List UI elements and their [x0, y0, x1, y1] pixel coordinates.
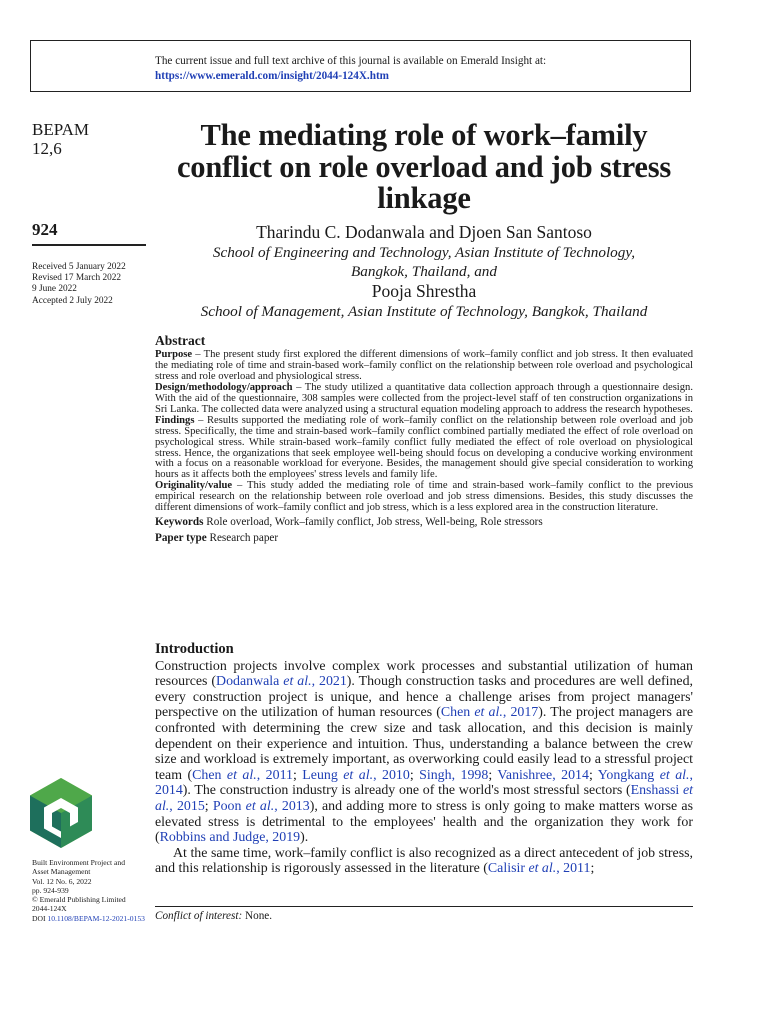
citation-link[interactable]: Leung [302, 767, 344, 783]
body-text: ; [588, 767, 598, 783]
keywords-text: Role overload, Work–family conflict, Job stress, Well-being, Role stressors [203, 516, 543, 529]
body-text: ; [488, 767, 498, 783]
citation-link[interactable]: et al. [283, 674, 312, 690]
journal-notice-box [30, 40, 691, 92]
abstract-section-label: Purpose [155, 348, 193, 360]
body-text: At the same time, work–family conflict is also recognized as a direct antecedent of job stress, and this relationship is rigorously assessed in the literature ( [155, 845, 693, 877]
abstract-section-text: – This study added the mediating role of time and strain-based work–family conflict to the previous empirical research on the relationship between role overload and job stress dimensions. Besides, this study discusses the different dimensions of work–family conflict and job stress, which is a less explored area in the construction literature. [155, 480, 693, 514]
footnote-label: Conflict of interest: [155, 910, 243, 922]
citation-link[interactable]: , 2017 [502, 705, 539, 721]
introduction-heading: Introduction [155, 641, 234, 657]
body-text: ; [590, 861, 595, 877]
citation-link[interactable]: Dodanwala [216, 674, 284, 690]
citation-link[interactable]: et al. [226, 767, 257, 783]
citation-link[interactable]: et al. [474, 705, 503, 721]
citation-link[interactable]: Poon [212, 798, 246, 814]
journal-volume: 12,6 [32, 139, 62, 158]
abstract-section [155, 481, 693, 514]
body-text: ; [204, 798, 213, 814]
paper-type-line [155, 531, 693, 546]
body-text: ). Though construction tasks and procedures are well defined, every construction project is unique, and hence a challenge arises from project managers' perspective on the utilization of human resources ( [155, 674, 693, 721]
body-text: ), and adding more to stress is only going to make matters worse as elevated stress is detrimental to the employees' health and the organization they work for ( [155, 798, 693, 846]
publication-info [32, 858, 145, 923]
body-text: ). The construction industry is already one of the world's most stressful sectors ( [182, 783, 631, 799]
author-names: Tharindu C. Dodanwala and Djoen San Santoso [256, 222, 592, 242]
pub-info-line: Vol. 12 No. 6, 2022 [32, 876, 92, 886]
abstract [155, 333, 693, 546]
article-title: The mediating role of work–family conflict on role overload and job stress linkage [176, 118, 672, 215]
doi-line [32, 914, 145, 923]
citation-link[interactable]: et al. [155, 783, 693, 814]
pub-info-line: pp. 924-939 [32, 885, 69, 895]
author-affiliation: School of Engineering and Technology, Asian Institute of Technology, [212, 244, 636, 261]
citation-link[interactable]: Robbins and Judge, 2019 [159, 830, 301, 846]
body-text: ). The project managers are confronted with determining the crew size and task allocation, and this decision is mainly dependent on their experience and intuition. Thus, understanding a balance between the crew size and workload is extremely important, as overworking could easily lead to a stressful project team ( [155, 705, 693, 783]
citation-link[interactable]: et al. [343, 767, 374, 783]
abstract-section-label: Findings [155, 414, 195, 426]
footnote-rule [155, 906, 693, 907]
abstract-section-label: Design/methodology/approach [155, 381, 293, 393]
citation-link[interactable]: et al. [659, 767, 690, 783]
citation-link[interactable]: et al. [528, 861, 557, 877]
citation-link[interactable]: Chen [440, 705, 475, 721]
received-date: Received 5 January 2022 [32, 262, 126, 272]
footnote-text: None. [242, 910, 273, 922]
abstract-sections [155, 350, 693, 514]
journal-abbreviation: BEPAM [32, 120, 90, 139]
submission-dates [32, 262, 126, 307]
abstract-section [155, 350, 693, 383]
pub-info-line: © Emerald Publishing Limited [32, 895, 126, 905]
author-names: Pooja Shrestha [371, 281, 477, 301]
citation-link[interactable]: , 2011 [556, 861, 591, 877]
abstract-section [155, 383, 693, 416]
abstract-section [155, 416, 693, 482]
pub-info-line: 2044-124X [32, 904, 67, 914]
body-paragraph [155, 659, 693, 846]
journal-logo-icon [30, 778, 92, 848]
page-number: 924 [32, 220, 58, 239]
citation-link[interactable]: , 2015 [169, 798, 205, 814]
citation-link[interactable]: Yongkang [597, 767, 660, 783]
citation-link[interactable]: et al. [245, 798, 275, 814]
citation-link[interactable]: Singh, 1998 [419, 767, 489, 783]
author-affiliation: School of Management, Asian Institute of Technology, Bangkok, Thailand [200, 303, 648, 320]
author-block [154, 222, 694, 321]
notice-text: The current issue and full text archive of this journal is available on Emerald Insight at: [155, 55, 547, 67]
revised-date-2: 9 June 2022 [32, 284, 77, 295]
body-text: ; [292, 767, 303, 783]
body-text: Construction projects involve complex work processes and substantial utilization of human resources ( [155, 658, 693, 690]
abstract-section-text: – Results supported the mediating role of work–family conflict on the relationship between role overload and job stress. Specifically, the time and strain-based work–family conflict combined partially mediated the effect of role overload on psychological stress. While strain-based work–family conflict fully mediated the effect of role overload on physiological stress. Hence, the organizations that seek employee well-being should focus on developing a conducive working environment with a focus on a reasonable workload for everyone. Besides, the management should give special consideration to working hours as it affects both the employees' stress levels and family life. [155, 414, 693, 481]
abstract-heading: Abstract [155, 333, 206, 348]
author-affiliation: Bangkok, Thailand, and [351, 263, 497, 280]
keywords-label: Keywords [155, 516, 204, 529]
doi-prefix: DOI [32, 913, 48, 923]
citation-link[interactable]: Chen [192, 767, 227, 783]
citation-link[interactable]: , 2021 [311, 674, 347, 690]
abstract-section-text: – The present study first explored the different dimensions of work–family conflict and job stress. It then evaluated the mediating role of time and strain-based work–family conflict on the relationship between role overload and psychological stress and role overload and physiological stress. [155, 348, 693, 382]
introduction-section [155, 642, 693, 877]
journal-url-link[interactable]: https://www.emerald.com/insight/2044-124X.htm [155, 70, 389, 82]
citation-link[interactable]: , 2010 [373, 767, 410, 783]
citation-link[interactable]: , 2014 [155, 767, 694, 799]
citation-link[interactable]: Vanishree, 2014 [497, 767, 589, 783]
pub-info-line: Asset Management [32, 867, 91, 877]
citation-link[interactable]: , 2013 [274, 798, 310, 814]
paper-type-text: Research paper [206, 532, 279, 545]
abstract-section-text: – The study utilized a quantitative data collection approach through a questionnaire design. With the aid of the questionnaire, 308 samples were collected from the project-level staff of ten construction organizations in Sri Lanka. The collected data were analyzed using a structural equation modeling approach to address the research hypotheses. [155, 381, 693, 415]
pub-info-line: Built Environment Project and [32, 858, 126, 867]
journal-notice [155, 54, 546, 84]
page-number-rule [32, 244, 146, 246]
citation-link[interactable]: , 2011 [256, 767, 293, 783]
body-paragraph [155, 846, 693, 877]
doi-link[interactable]: 10.1108/BEPAM-12-2021-0153 [47, 913, 145, 923]
journal-header [32, 120, 147, 158]
body-text: ; [409, 767, 420, 783]
body-text: ). [300, 830, 309, 846]
paper-type-label: Paper type [155, 532, 207, 545]
keywords-line [155, 515, 693, 530]
abstract-section-label: Originality/value [155, 480, 233, 492]
citation-link[interactable]: Enshassi [630, 783, 683, 799]
accepted-date: Accepted 2 July 2022 [32, 295, 113, 306]
revised-date: Revised 17 March 2022 [32, 273, 122, 284]
citation-link[interactable]: Calisir [487, 861, 529, 877]
introduction-body [155, 659, 693, 877]
conflict-of-interest-footnote [155, 910, 272, 922]
